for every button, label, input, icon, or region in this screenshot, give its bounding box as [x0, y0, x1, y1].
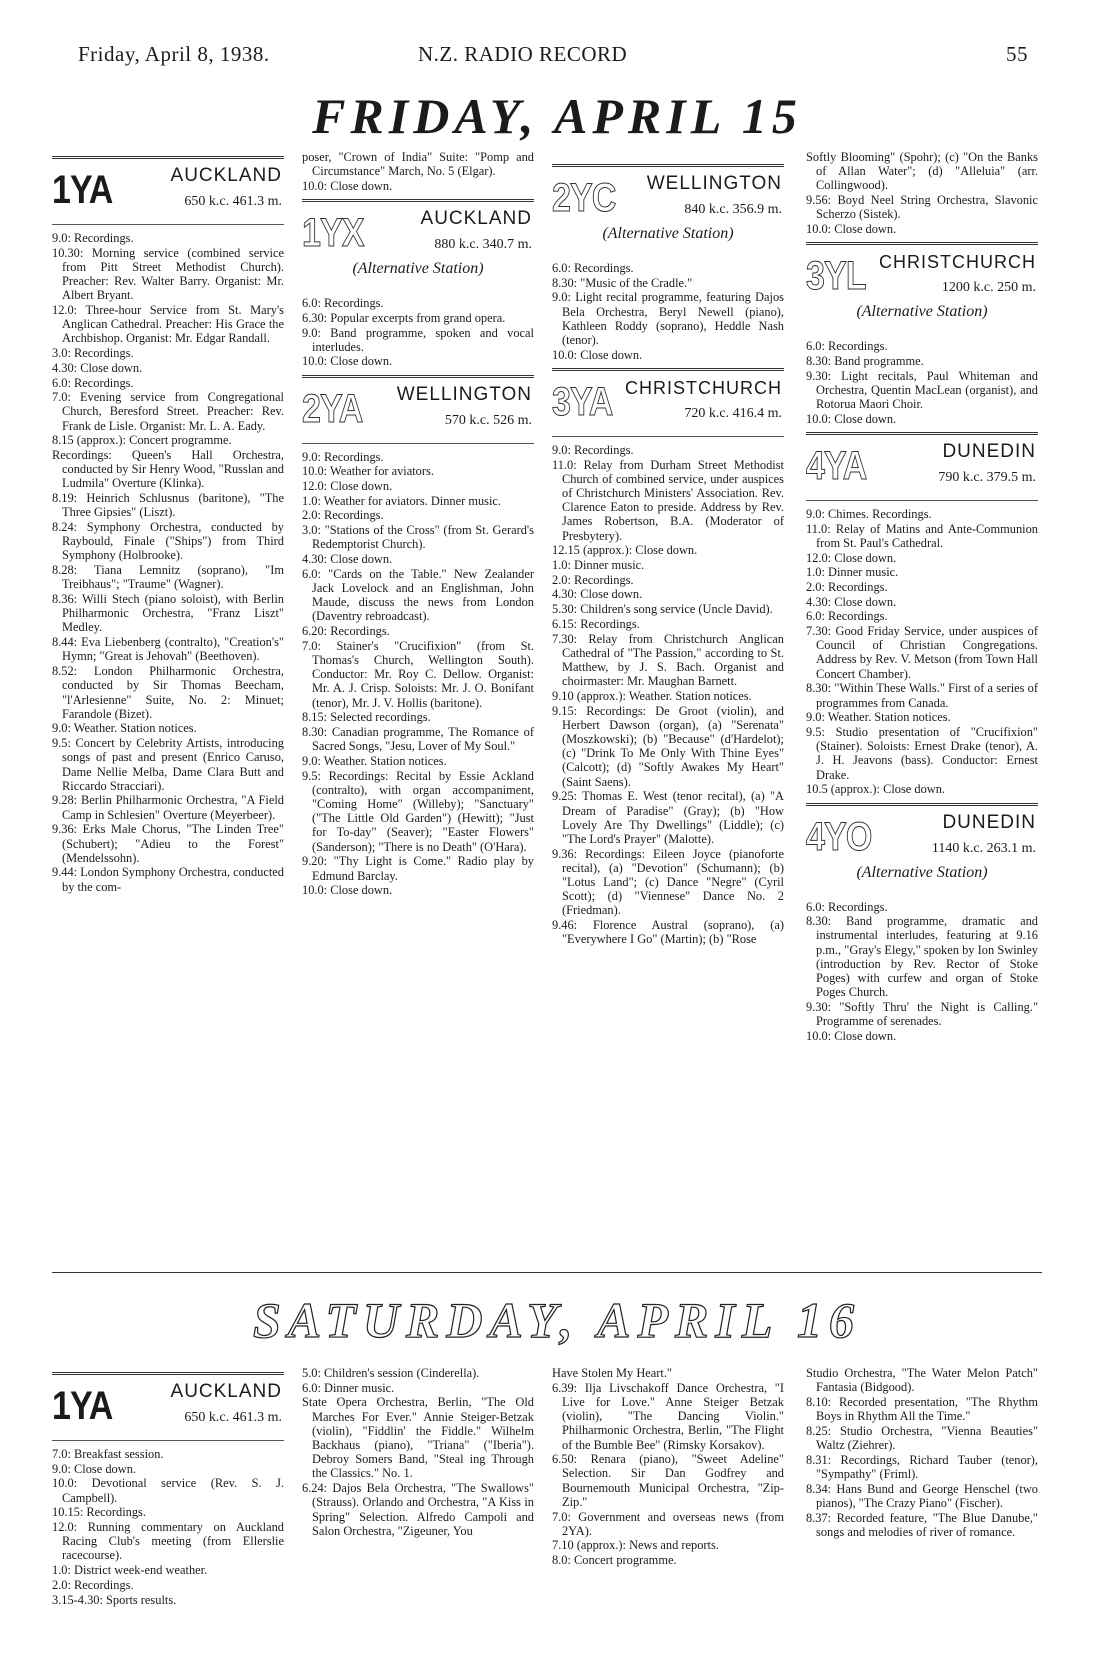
station-block — [552, 368, 784, 433]
programme-entry: poser, "Crown of India" Suite: "Pomp and Circumstance" March, No. 5 (Elgar). — [302, 150, 534, 179]
programme-list — [552, 261, 784, 362]
saturday-column-4 — [806, 1366, 1038, 1539]
programme-entry: 6.39: Ilja Livschakoff Dance Orchestra, "I Live for Love." Anne Steiger Betzak (violin), "The Dancing Violin." Philharmonic Orchestra, Berlin, "The Flight of the Bumble Bee" (Rimsky Korsakov). — [552, 1380, 784, 1452]
programme-list — [302, 296, 534, 369]
programme-entry: 12.0: Close down. — [806, 550, 897, 565]
section-divider — [52, 1272, 1042, 1273]
programme-entry: 7.0: Breakfast session. — [52, 1447, 164, 1461]
programme-entry: 12.0: Running commentary on Auckland Racing Club's meeting (from Ellerslie racecourse). — [52, 1520, 284, 1563]
programme-entry: Studio Orchestra, "The Water Melon Patch" Fantasia (Bidgood). — [806, 1366, 1038, 1395]
programme-entry: 6.20: Recordings. — [302, 624, 390, 639]
programme-entry: 9.0: Recordings. — [552, 442, 634, 457]
programme-entry: 6.0: "Cards on the Table." New Zealander Jack Lovelock and an Englishman, John Maude, discuss the news from London (Daventry rebroadcast). — [302, 566, 534, 624]
station-block — [806, 242, 1038, 329]
programme-entry: 9.0: Chimes. Recordings. — [806, 506, 932, 521]
station-call-sign: 4YA — [806, 443, 867, 488]
programme-entry: 4.30: Close down. — [52, 360, 143, 375]
saturday-column-1 — [52, 1366, 284, 1607]
programme-entry: 8.30: Band programme. — [806, 353, 924, 368]
programme-entry: 2.0: Recordings. — [302, 508, 384, 523]
page-number: 55 — [1006, 42, 1028, 66]
programme-entry: 9.15: Recordings: De Groot (violin), and Herbert Dawson (organ), (a) "Serenata" (Moszkowski); (b) "Because" (d'Hardelot); (c) "Drink To Me Only With Thine Eyes" (Calcott); (d) "Softly Awakes My Heart" (Saint Saens). — [552, 703, 784, 789]
station-city: AUCKLAND — [170, 165, 282, 186]
station-frequency: 570 k.c. 526 m. — [444, 412, 532, 428]
programme-entry: 8.30: "Music of the Cradle." — [552, 275, 693, 290]
programme-entry: 8.10: Recorded presentation, "The Rhythm Boys in Rhythm All the Time." — [806, 1394, 1038, 1424]
programme-entry: 6.30: Popular excerpts from grand opera. — [302, 310, 506, 325]
programme-entry: 10.0: Close down. — [302, 178, 393, 193]
programme-entry: 6.50: Renara (piano), "Sweet Adeline" Selection. Sir Dan Godfrey and Bournemouth Municipal Orchestra, "Zip-Zip." — [552, 1452, 784, 1509]
station-frequency: 720 k.c. 416.4 m. — [684, 405, 782, 421]
programme-entry: 7.0: Stainer's "Crucifixion" (from St. Thomas's Church, Wellington South). Conductor: Mr. Roy C. Dellow. Organist: Mr. A. J. Crisp. Soloists: Mr. J. O. Bonifant (tenor), Mr. J. V. Hollis (baritone). — [302, 638, 534, 710]
programme-entry: 12.0: Close down. — [302, 479, 393, 494]
programme-entry: 8.36: Willi Stech (piano soloist), with Berlin Philharmonic Orchestra, "Franz Liszt" Medley. — [52, 592, 284, 635]
programme-entry: 9.36: Erks Male Chorus, "The Linden Tree" (Schubert); "Adieu to the Forest" (Mendelssohn). — [52, 822, 284, 865]
station-block — [552, 164, 784, 251]
programme-entry: 8.30: Canadian programme, The Romance of Sacred Songs, "Jesu, Lover of My Soul." — [302, 724, 534, 754]
programme-list — [302, 450, 534, 898]
programme-list — [806, 1366, 1038, 1539]
programme-entry: 4.30: Close down. — [806, 594, 897, 609]
programme-entry: 2.0: Recordings. — [552, 572, 634, 587]
programme-entry: 8.37: Recorded feature, "The Blue Danube," songs and melodies of river of romance. — [806, 1510, 1038, 1539]
programme-entry: 9.5: Recordings: Recital by Essie Ackland (contralto), with organ accompaniment, "Coming Home" (Willeby); "Sanctuary" ("The Little Old Garden") (Hewitt); "Just for To-day" (Seaver); "Easter Flowers" (Sanderson); "There is no Death" (O'Hara). — [302, 768, 534, 854]
programme-entry: 9.0: Band programme, spoken and vocal interludes. — [302, 325, 534, 354]
programme-entry: 7.0: Government and overseas news (from 2YA). — [552, 1509, 784, 1538]
programme-entry: 8.31: Recordings, Richard Tauber (tenor), "Sympathy" (Friml). — [806, 1452, 1038, 1481]
station-block — [52, 156, 284, 221]
programme-entry: 5.0: Children's session (Cinderella). — [302, 1366, 480, 1380]
programme-entry: 6.24: Dajos Bela Orchestra, "The Swallows" (Strauss). Orlando and Orchestra, "A Kiss in Spring" Selection. Alfredo Campoli and Salon Orchestra, "Zigeuner, You — [302, 1481, 534, 1538]
alternative-station-label: (Alternative Station) — [602, 225, 734, 242]
programme-list — [552, 443, 784, 947]
station-call-sign: 1YA — [52, 1384, 113, 1428]
programme-entry: 9.0: Weather. Station notices. — [302, 753, 447, 768]
station-city: WELLINGTON — [646, 173, 782, 194]
station-call-sign: 3YA — [552, 379, 613, 424]
programme-entry: 6.15: Recordings. — [552, 616, 640, 631]
programme-entry: 12.0: Three-hour Service from St. Mary's Anglican Cathedral. Preacher: His Grace the Archbishop. Organist: Mr. Edgar Randall. — [52, 303, 284, 346]
station-city: CHRISTCHURCH — [879, 252, 1036, 273]
programme-entry: 10.0: Close down. — [302, 883, 393, 898]
station-call-sign: 4YO — [806, 814, 872, 859]
programme-entry: 3.0: "Stations of the Cross" (from St. Gerard's Redemptorist Church). — [302, 523, 534, 552]
programme-entry: 10.15: Recordings. — [52, 1505, 146, 1520]
programme-entry: 11.0: Relay of Matins and Ante-Communion from St. Paul's Cathedral. — [806, 521, 1038, 550]
programme-entry: 1.0: District week-end weather. — [52, 1563, 208, 1578]
station-block — [806, 432, 1038, 497]
station-call-sign: 1YA — [52, 168, 113, 212]
programme-list — [806, 900, 1038, 1044]
publication-title: N.Z. RADIO RECORD — [418, 42, 628, 66]
programme-entry: 6.0: Recordings. — [552, 261, 634, 275]
programme-entry: 8.15: Selected recordings. — [302, 710, 431, 725]
programme-entry: 1.0: Dinner music. — [806, 565, 899, 580]
saturday-column-2 — [302, 1366, 534, 1538]
programme-entry: 9.10 (approx.): Weather. Station notices. — [552, 688, 752, 703]
station-frequency: 790 k.c. 379.5 m. — [938, 469, 1036, 485]
friday-column-3 — [552, 150, 784, 947]
programme-entry: 6.0: Recordings. — [806, 339, 888, 354]
programme-entry: 10.0: Close down. — [552, 347, 643, 362]
station-frequency: 1140 k.c. 263.1 m. — [931, 840, 1036, 856]
station-frequency: 1200 k.c. 250 m. — [941, 280, 1036, 296]
programme-entry: 8.52: London Philharmonic Orchestra, conducted by Sir Thomas Beecham, "l'Arlesienne" Suite, No. 2: Minuet; Farandole (Bizet). — [52, 664, 284, 721]
programme-entry: 9.36: Recordings: Eileen Joyce (pianoforte recital), (a) "Devotion" (Schumann); (b) "Lotus Land"; (c) Dance "Negre" (Cyril Scott); (d) "Viennese" Dance No. 2 (Friedman). — [552, 846, 784, 918]
programme-list — [806, 507, 1038, 797]
programme-entry: 4.30: Close down. — [302, 552, 393, 567]
programme-entry: 11.0: Relay from Durham Street Methodist Church of combined service, under auspices of Christchurch Ministers' Association. Rev. Clarence Eaton to preside. Address by Rev. James Robertson, B.A. (Moderator of Presbytery). — [552, 457, 784, 543]
programme-entry: State Opera Orchestra, Berlin, "The Old Marches For Ever." Annie Steiger-Betzak (violin), "Fiddlin' the Fiddle." Wilhelm Backhaus (piano), "Triana" ("Iberia"). Debroy Somers Band, "Steal ing Through the Classics." No. 1. — [302, 1395, 534, 1481]
friday-column-4 — [806, 150, 1038, 1044]
programme-entry: 7.10 (approx.): News and reports. — [552, 1538, 719, 1553]
programme-entry: 8.28: Tiana Lemnitz (soprano), "Im Treibhaus"; "Traume" (Wagner). — [52, 563, 284, 592]
saturday-heading: SATURDAY, APRIL 16 — [252, 1292, 862, 1348]
programme-entry: 3.0: Recordings. — [52, 346, 134, 361]
programme-entry: Recordings: Queen's Hall Orchestra, conducted by Sir Henry Wood, "Russlan and Ludmila" Overture (Klinka). — [52, 448, 284, 491]
programme-entry: 10.0: Devotional service (Rev. S. J. Campbell). — [52, 1476, 284, 1505]
programme-entry: 8.0: Concert programme. — [552, 1553, 677, 1568]
programme-entry: 8.25: Studio Orchestra, "Vienna Beauties" Waltz (Ziehrer). — [806, 1423, 1038, 1453]
programme-list — [52, 231, 284, 894]
programme-entry: 9.56: Boyd Neel String Orchestra, Slavonic Scherzo (Sistek). — [806, 193, 1038, 222]
friday-column-1 — [52, 150, 284, 894]
programme-entry: 1.0: Dinner music. — [552, 558, 645, 573]
programme-entry: 10.0: Close down. — [806, 411, 897, 426]
issue-date: Friday, April 8, 1938. — [78, 42, 270, 66]
programme-entry: 8.30: "Within These Walls." First of a series of programmes from Canada. — [806, 681, 1038, 710]
programme-entry: 9.25: Thomas E. West (tenor recital), (a) "A Dream of Paradise" (Gray); (b) "How Lovely Are Thy Dwellings" (Liddle); (c) "The Lord's Prayer" (Malotte). — [552, 789, 784, 846]
programme-entry: 9.0: Close down. — [52, 1461, 136, 1476]
programme-entry: 8.30: Band programme, dramatic and instrumental interludes, featuring at 9.16 p.m., "Gray's Elegy," spoken by Ion Swinley (introduction by Rev. Rector of Stoke Poges) with curfew and organ of Stoke Poges Church. — [806, 914, 1038, 1000]
programme-entry: 4.30: Close down. — [552, 587, 643, 602]
programme-entry: 8.34: Hans Bund and George Henschel (two pianos), "The Crazy Piano" (Fischer). — [806, 1481, 1038, 1510]
station-block — [302, 375, 534, 440]
station-frequency: 650 k.c. 461.3 m. — [184, 194, 282, 209]
programme-entry: 7.0: Evening service from Congregational Church, Beresford Street. Preacher: Rev. Frank de Lisle. Organist: Mr. L. A. Eady. — [52, 390, 284, 433]
station-frequency: 840 k.c. 356.9 m. — [684, 202, 782, 217]
programme-entry: 10.30: Morning service (combined service from Pitt Street Methodist Church). Preacher: Rev. Walter Barry. Organist: Mr. Albert Bryant. — [52, 245, 284, 303]
programme-list — [806, 339, 1038, 426]
station-frequency: 880 k.c. 340.7 m. — [434, 237, 532, 253]
saturday-column-3 — [552, 1366, 784, 1568]
programme-entry: 9.5: Studio presentation of "Crucifixion" (Stainer). Soloists: Ernest Drake (tenor), A. J. H. Jeavons (bass). Conductor: Ernest Drake. — [806, 724, 1038, 782]
station-city: AUCKLAND — [170, 1381, 282, 1402]
station-block — [302, 199, 534, 286]
station-call-sign: 1YX — [302, 211, 364, 256]
station-call-sign: 2YC — [552, 176, 616, 220]
station-city: AUCKLAND — [420, 208, 532, 230]
programme-entry: 3.15-4.30: Sports results. — [52, 1592, 177, 1607]
programme-entry: 6.0: Recordings. — [806, 899, 888, 914]
programme-entry: 6.0: Recordings. — [302, 296, 384, 311]
programme-entry: 9.0: Light recital programme, featuring Dajos Bela Orchestra, Beryl Newell (piano), Kathleen Roddy (soprano), Heddle Nash (tenor). — [552, 290, 784, 348]
programme-entry: 10.0: Close down. — [806, 222, 897, 237]
programme-entry: Softly Blooming" (Spohr); (c) "On the Banks of Allan Water"; (d) "Alleluia" (arr. Collingwood). — [806, 150, 1038, 193]
station-block — [806, 803, 1038, 890]
programme-entry: 7.30: Good Friday Service, under auspices of Council of Christian Congregations. Address by Rev. V. Metson (from Town Hall Concert Chamber). — [806, 624, 1038, 681]
programme-entry: 9.30: Light recitals, Paul Whiteman and Orchestra, Quentin MacLean (organist), and Rotorua Maori Choir. — [806, 368, 1038, 412]
station-city: WELLINGTON — [396, 383, 532, 405]
programme-entry: 9.0: Recordings. — [302, 449, 384, 464]
programme-entry: 8.19: Heinrich Schlusnus (baritone), "The Three Gipsies" (Liszt). — [52, 491, 284, 520]
programme-entry: 2.0: Recordings. — [52, 1577, 134, 1592]
alternative-station-label: (Alternative Station) — [352, 260, 484, 278]
station-city: DUNEDIN — [942, 811, 1036, 833]
programme-entry: 6.0: Recordings. — [52, 375, 134, 390]
programme-entry: 12.15 (approx.): Close down. — [552, 543, 698, 558]
programme-list — [302, 1366, 534, 1538]
station-call-sign: 2YA — [302, 386, 363, 431]
programme-entry: 9.46: Florence Austral (soprano), (a) "Everywhere I Go" (Martin); (b) "Rose — [552, 918, 784, 947]
programme-entry: 9.5: Concert by Celebrity Artists, introducing songs of past and present (Enrico Caruso, Dame Nellie Melba, Dame Clara Butt and Riccardo Stracciari). — [52, 736, 284, 793]
running-header — [78, 42, 1028, 68]
programme-entry: 8.24: Symphony Orchestra, conducted by Raybould, Finale ("Ships") from Third Symphony (Holbrooke). — [52, 520, 284, 563]
alternative-station-label: (Alternative Station) — [856, 863, 988, 881]
programme-entry: 9.28: Berlin Philharmonic Orchestra, "A Field Camp in Schlesien" Overture (Meyerbeer). — [52, 793, 284, 822]
programme-entry: 2.0: Recordings. — [806, 579, 888, 594]
programme-entry: 9.0: Recordings. — [52, 231, 134, 245]
programme-entry: 10.0: Weather for aviators. — [302, 464, 434, 479]
programme-entry: 8.15 (approx.): Concert programme. — [52, 433, 232, 448]
programme-entry: Have Stolen My Heart." — [552, 1366, 672, 1380]
programme-entry: 9.30: "Softly Thru' the Night is Calling." Programme of serenades. — [806, 999, 1038, 1029]
programme-list — [806, 150, 1038, 236]
friday-heading: FRIDAY, APRIL 15 — [312, 88, 802, 144]
programme-entry: 6.0: Dinner music. — [302, 1380, 395, 1395]
programme-entry: 1.0: Weather for aviators. Dinner music. — [302, 493, 502, 508]
programme-entry: 5.30: Children's song service (Uncle David). — [552, 602, 773, 617]
programme-entry: 7.30: Relay from Christchurch Anglican Cathedral of "The Passion," according to St. Matthew, by J. S. Bach. Organist and choirmaster: Mr. Maughan Barnett. — [552, 631, 784, 689]
station-block — [52, 1372, 284, 1437]
programme-entry: 9.44: London Symphony Orchestra, conducted by the com- — [52, 865, 284, 894]
station-call-sign: 3YL — [806, 254, 866, 299]
programme-entry: 9.0: Weather. Station notices. — [52, 721, 197, 736]
alternative-station-label: (Alternative Station) — [856, 303, 988, 321]
programme-entry: 9.20: "Thy Light is Come." Radio play by Edmund Barclay. — [302, 854, 534, 883]
friday-column-2 — [302, 150, 534, 898]
station-city: CHRISTCHURCH — [625, 377, 782, 398]
station-frequency: 650 k.c. 461.3 m. — [184, 1410, 282, 1425]
programme-entry: 6.0: Recordings. — [806, 609, 888, 624]
programme-entry: 10.5 (approx.): Close down. — [806, 782, 946, 797]
programme-list — [302, 150, 534, 193]
station-city: DUNEDIN — [942, 440, 1036, 462]
programme-entry: 10.0: Close down. — [302, 354, 393, 369]
programme-entry: 8.44: Eva Liebenberg (contralto), "Creation's" Hymn; "Great is Jehovah" (Beethoven). — [52, 635, 284, 664]
programme-entry: 9.0: Weather. Station notices. — [806, 710, 951, 725]
programme-entry: 10.0: Close down. — [806, 1028, 897, 1043]
programme-list — [552, 1366, 784, 1567]
programme-list — [52, 1447, 284, 1607]
